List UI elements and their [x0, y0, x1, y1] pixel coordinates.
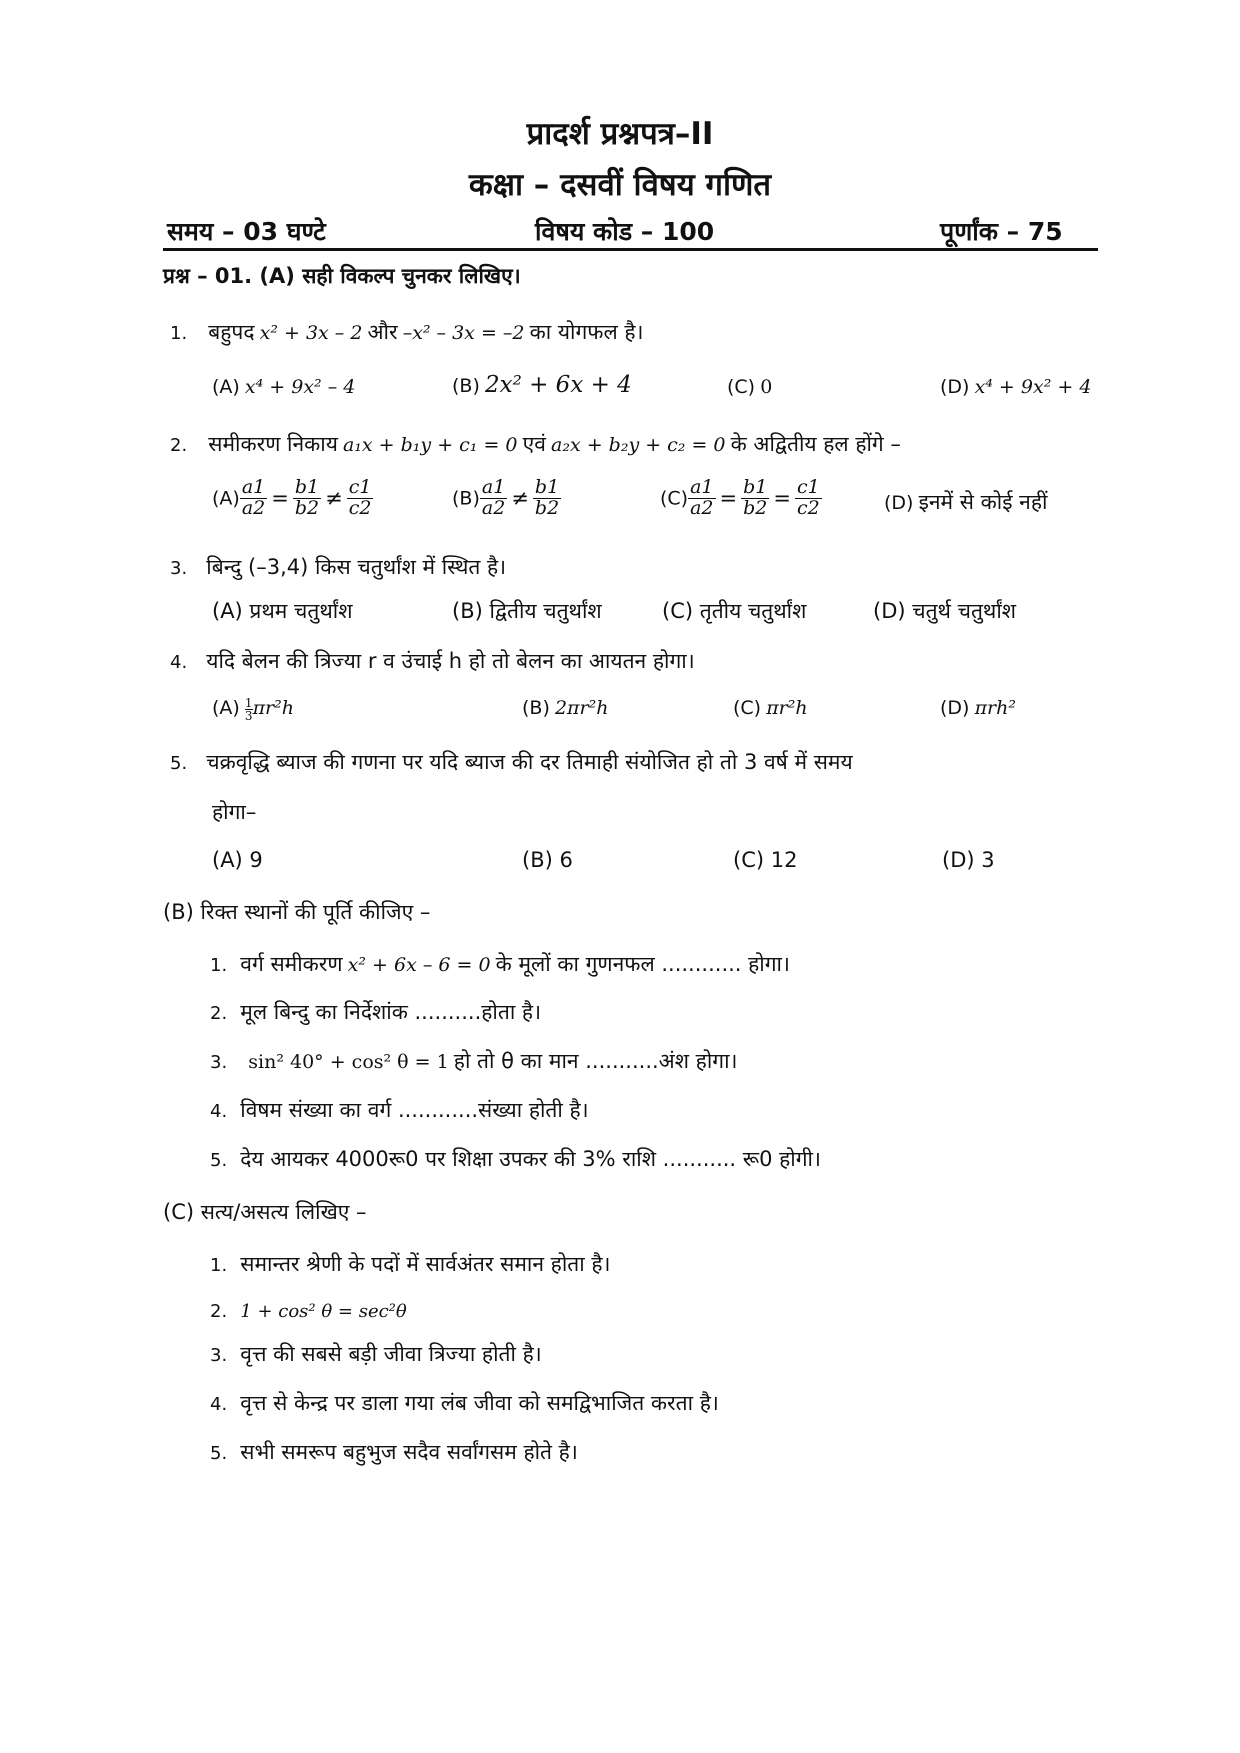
header-divider — [163, 248, 1098, 251]
fraction: $\frac{b1}{b2}$ — [743, 476, 768, 519]
option-label: (C) — [727, 376, 756, 398]
option-label: (D) — [940, 376, 970, 398]
true-false-item — [210, 1340, 542, 1368]
q5-option-d: (D) 3 — [942, 848, 995, 872]
option-label: (D) — [884, 492, 914, 514]
item-number: 3. — [210, 1052, 228, 1073]
option-label: (C) — [733, 697, 762, 719]
question-text: बिन्दु (–3,4) किस चतुर्थांश में स्थित है। — [206, 555, 507, 579]
q5-option-c: (C) 12 — [733, 848, 798, 872]
option-value: x⁴ + 9x² + 4 — [974, 376, 1092, 398]
fill-blank-item — [210, 998, 541, 1026]
q2-option-c: (C) $\frac{a1}{a2}$ = $\frac{b1}{b2}$ = $\frac{c1}{c2}$ — [660, 476, 820, 519]
option-value: πrh² — [974, 697, 1016, 719]
fraction: $\frac{c1}{c2}$ — [348, 476, 372, 519]
item-number: 1. — [210, 955, 228, 976]
fraction: $\frac{c1}{c2}$ — [797, 476, 820, 519]
question-text: और — [367, 320, 398, 344]
option-label: (D) — [940, 697, 970, 719]
q4-option-c — [733, 697, 808, 719]
q2-option-d — [884, 488, 1047, 516]
section-a-heading: प्रश्न – 01. (A) सही विकल्प चुनकर लिखिए। — [163, 264, 521, 288]
fraction: $\frac{a1}{a2}$ — [481, 476, 506, 519]
math-expression: sin² 40° + cos² θ = 1 — [248, 1051, 449, 1073]
question-4 — [170, 647, 695, 675]
math-expression: x² + 3x – 2 — [259, 322, 363, 344]
option-label: (A) — [212, 697, 240, 719]
fraction: $\frac{a1}{a2}$ — [690, 476, 714, 519]
fill-blank-item — [210, 1047, 737, 1075]
item-number: 2. — [210, 1301, 228, 1322]
fraction: $\frac{1}{3}$ — [244, 696, 253, 723]
fraction: $\frac{a1}{a2}$ — [241, 476, 266, 519]
math-expression: 1 + cos² θ = sec²θ — [240, 1301, 407, 1322]
item-text: वृत्त से केन्द्र पर डाला गया लंब जीवा को समद्विभाजित करता है। — [240, 1391, 719, 1415]
question-1 — [170, 318, 644, 346]
item-text: समान्तर श्रेणी के पदों में सार्वअंतर समान होता है। — [240, 1252, 611, 1276]
question-number: 1. — [170, 323, 188, 344]
q3-option-b: (B) द्वितीय चतुर्थांश — [452, 599, 602, 623]
question-text: यदि बेलन की त्रिज्या r व उंचाई h हो तो बेलन का आयतन होगा। — [206, 649, 695, 673]
q2-option-a: (A) $\frac{a1}{a2}$ = $\frac{b1}{b2}$ ≠ $\frac{c1}{c2}$ — [212, 476, 372, 519]
true-false-item — [210, 1438, 578, 1466]
question-5 — [170, 748, 853, 776]
item-text: मूल बिन्दु का निर्देशांक ..........होता है। — [240, 1000, 542, 1024]
option-value: πr²h — [252, 697, 294, 719]
option-label: (C) — [660, 487, 689, 510]
question-3 — [170, 553, 506, 581]
section-b-heading: (B) रिक्त स्थानों की पूर्ति कीजिए – — [163, 900, 431, 924]
fill-blank-item — [210, 1145, 821, 1173]
item-text: सभी समरूप बहुभुज सदैव सर्वांगसम होते है। — [240, 1440, 578, 1464]
question-text: के अद्वितीय हल होंगे – — [730, 432, 901, 456]
section-c-heading: (C) सत्य/असत्य लिखिए – — [163, 1200, 367, 1224]
item-text: वृत्त की सबसे बड़ी जीवा त्रिज्या होती है। — [240, 1342, 542, 1366]
q1-option-b — [452, 372, 632, 398]
q4-option-b — [522, 697, 608, 719]
question-text: समीकरण निकाय — [208, 432, 338, 456]
q3-option-d: (D) चतुर्थ चतुर्थांश — [873, 599, 1017, 623]
option-label: (B) — [452, 487, 480, 510]
option-value: 2x² + 6x + 4 — [484, 372, 632, 398]
item-number: 3. — [210, 1345, 228, 1366]
option-label: (B) — [522, 697, 550, 719]
item-text: देय आयकर 4000रू0 पर शिक्षा उपकर की 3% राशि ........... रू0 होगी। — [240, 1147, 821, 1171]
question-text: का योगफल है। — [529, 320, 644, 344]
item-text: विषम संख्या का वर्ग ............संख्या होती है। — [240, 1098, 589, 1122]
fill-blank-item — [210, 1096, 589, 1124]
item-number: 5. — [210, 1443, 228, 1464]
fill-blank-item — [210, 950, 790, 978]
question-text: बहुपद — [208, 320, 255, 344]
q3-option-a: (A) प्रथम चतुर्थांश — [212, 599, 353, 623]
question-number: 4. — [170, 652, 188, 673]
question-number: 5. — [170, 753, 188, 774]
question-2 — [170, 430, 901, 458]
true-false-item — [210, 1389, 719, 1417]
item-number: 4. — [210, 1394, 228, 1415]
paper-subtitle: कक्षा – दसवीं विषय गणित — [468, 167, 772, 203]
item-text: हो तो θ का मान ...........अंश होगा। — [453, 1049, 738, 1073]
option-label: (A) — [212, 376, 240, 398]
true-false-item — [210, 1250, 610, 1278]
option-value: 2πr²h — [554, 697, 609, 719]
item-number: 2. — [210, 1003, 228, 1024]
total-marks: पूर्णांक – 75 — [940, 217, 1063, 246]
fraction: $\frac{b1}{b2}$ — [294, 476, 320, 519]
option-value: πr²h — [766, 697, 808, 719]
exam-time: समय – 03 घण्टे — [167, 217, 326, 246]
item-number: 5. — [210, 1150, 228, 1171]
option-value: x⁴ + 9x² – 4 — [244, 376, 356, 398]
question-number: 3. — [170, 558, 188, 579]
item-number: 1. — [210, 1255, 228, 1276]
q4-option-a — [212, 697, 294, 722]
item-number: 4. — [210, 1101, 228, 1122]
q5-option-b: (B) 6 — [522, 848, 573, 872]
option-value: 0 — [760, 376, 773, 398]
item-text: वर्ग समीकरण — [240, 952, 343, 976]
item-text: के मूलों का गुणनफल ............ होगा। — [495, 952, 790, 976]
paper-title: प्रादर्श प्रश्नपत्र–II — [526, 116, 714, 152]
option-label: (A) — [212, 487, 240, 510]
fraction: $\frac{b1}{b2}$ — [534, 476, 560, 519]
q1-option-a — [212, 376, 355, 398]
math-expression: x² + 6x – 6 = 0 — [347, 954, 491, 976]
math-expression: –x² – 3x = –2 — [402, 322, 525, 344]
option-value: इनमें से कोई नहीं — [918, 490, 1048, 514]
question-text: चक्रवृद्धि ब्याज की गणना पर यदि ब्याज की दर तिमाही संयोजित हो तो 3 वर्ष में समय — [206, 750, 853, 774]
q1-option-d — [940, 376, 1091, 398]
question-text: एवं — [522, 432, 546, 456]
math-expression: a₁x + b₁y + c₁ = 0 — [342, 434, 518, 456]
math-expression: a₂x + b₂y + c₂ = 0 — [551, 434, 726, 456]
q1-option-c — [727, 376, 772, 398]
q5-option-a: (A) 9 — [212, 848, 263, 872]
q2-option-b: (B) $\frac{a1}{a2}$ ≠ $\frac{b1}{b2}$ — [452, 476, 560, 519]
subject-code: विषय कोड – 100 — [535, 217, 715, 246]
question-text-continued: होगा– — [212, 800, 257, 824]
q3-option-c: (C) तृतीय चतुर्थांश — [662, 599, 807, 623]
q4-option-d — [940, 697, 1016, 719]
true-false-item — [210, 1301, 407, 1322]
option-label: (B) — [452, 375, 480, 397]
question-number: 2. — [170, 435, 188, 456]
